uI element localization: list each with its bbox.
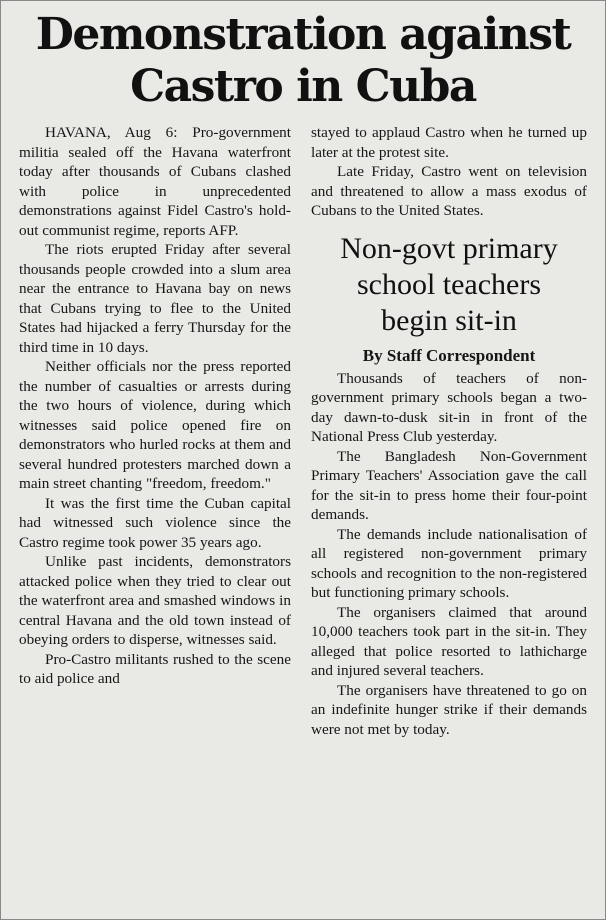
article2-paragraph-2: The Bangladesh Non-Government Primary Teachers' Association gave the call for the sit-in to press home their four-point demands. — [311, 447, 587, 523]
article2-paragraph-4: The organisers claimed that around 10,000 teachers took part in the sit-in. They alleged that police resorted to lathicharge and injured several teachers. — [311, 603, 587, 679]
headline-line-1: Demonstration against — [35, 9, 571, 60]
article1-paragraph-6: Pro-Castro militants rushed to the scene to aid police and — [19, 650, 291, 687]
article1-paragraph-1 — [19, 123, 291, 240]
article1-headline — [1, 1, 605, 113]
headline-line-2: Castro in Cuba — [130, 61, 476, 112]
article2-headline-line-1: Non-govt primary — [340, 231, 558, 265]
left-column — [19, 123, 291, 909]
article1-paragraph-3: Neither officials nor the press reported the number of casualties or arrests during the two hours of violence, during which witnesses said police opened fire on demonstrators who hurled rocks at them and several hundred protesters marched down a main street chanting "freedom, freedom." — [19, 358, 291, 492]
article1-paragraph-4: It was the first time the Cuban capital had witnessed such violence since the Castro regime took power 35 years ago. — [19, 494, 291, 551]
right-column — [311, 123, 587, 909]
article1-paragraph-6-continued: stayed to applaud Castro when he turned up later at the protest site. — [311, 124, 587, 161]
article2-headline-line-3: begin sit-in — [381, 303, 517, 337]
article1-paragraph-1-text: Pro-government militia sealed off the Havana waterfront today after thousands of Cubans clashed with police in unprecedented demonstrations against Fidel Castro's hold-out communist regime, reports AFP. — [19, 124, 291, 239]
article1-paragraph-5: Unlike past incidents, demonstrators attacked police when they tried to clear out the waterfront area and smashed windows in central Havana and the old town instead of obeying orders to disperse, witnesses said. — [19, 553, 291, 648]
article2-paragraph-3: The demands include nationalisation of all registered non-government primary schools and recognition to the non-registered but functioning primary schools. — [311, 525, 587, 601]
article1-paragraph-7: Late Friday, Castro went on television and threatened to allow a mass exodus of Cubans to the United States. — [311, 163, 587, 219]
article2-headline — [311, 231, 587, 339]
article2-paragraph-1: Thousands of teachers of non-government primary schools began a two-day dawn-to-dusk sit-in in front of the National Press Club yesterday. — [311, 369, 587, 445]
dateline: HAVANA, Aug 6: — [45, 124, 178, 141]
article1-paragraph-2: The riots erupted Friday after several thousands people crowded into a slum area near the entrance to Havana bay on news that Cubans trying to flee to the United States had hijacked a ferry Thursday for the third time in 10 days. — [19, 241, 291, 356]
article2-headline-line-2: school teachers — [356, 267, 542, 301]
article2-paragraph-5: The organisers have threatened to go on an indefinite hunger strike if their demands were not met by today. — [311, 681, 587, 738]
article2-byline: By Staff Correspondent — [362, 345, 536, 365]
